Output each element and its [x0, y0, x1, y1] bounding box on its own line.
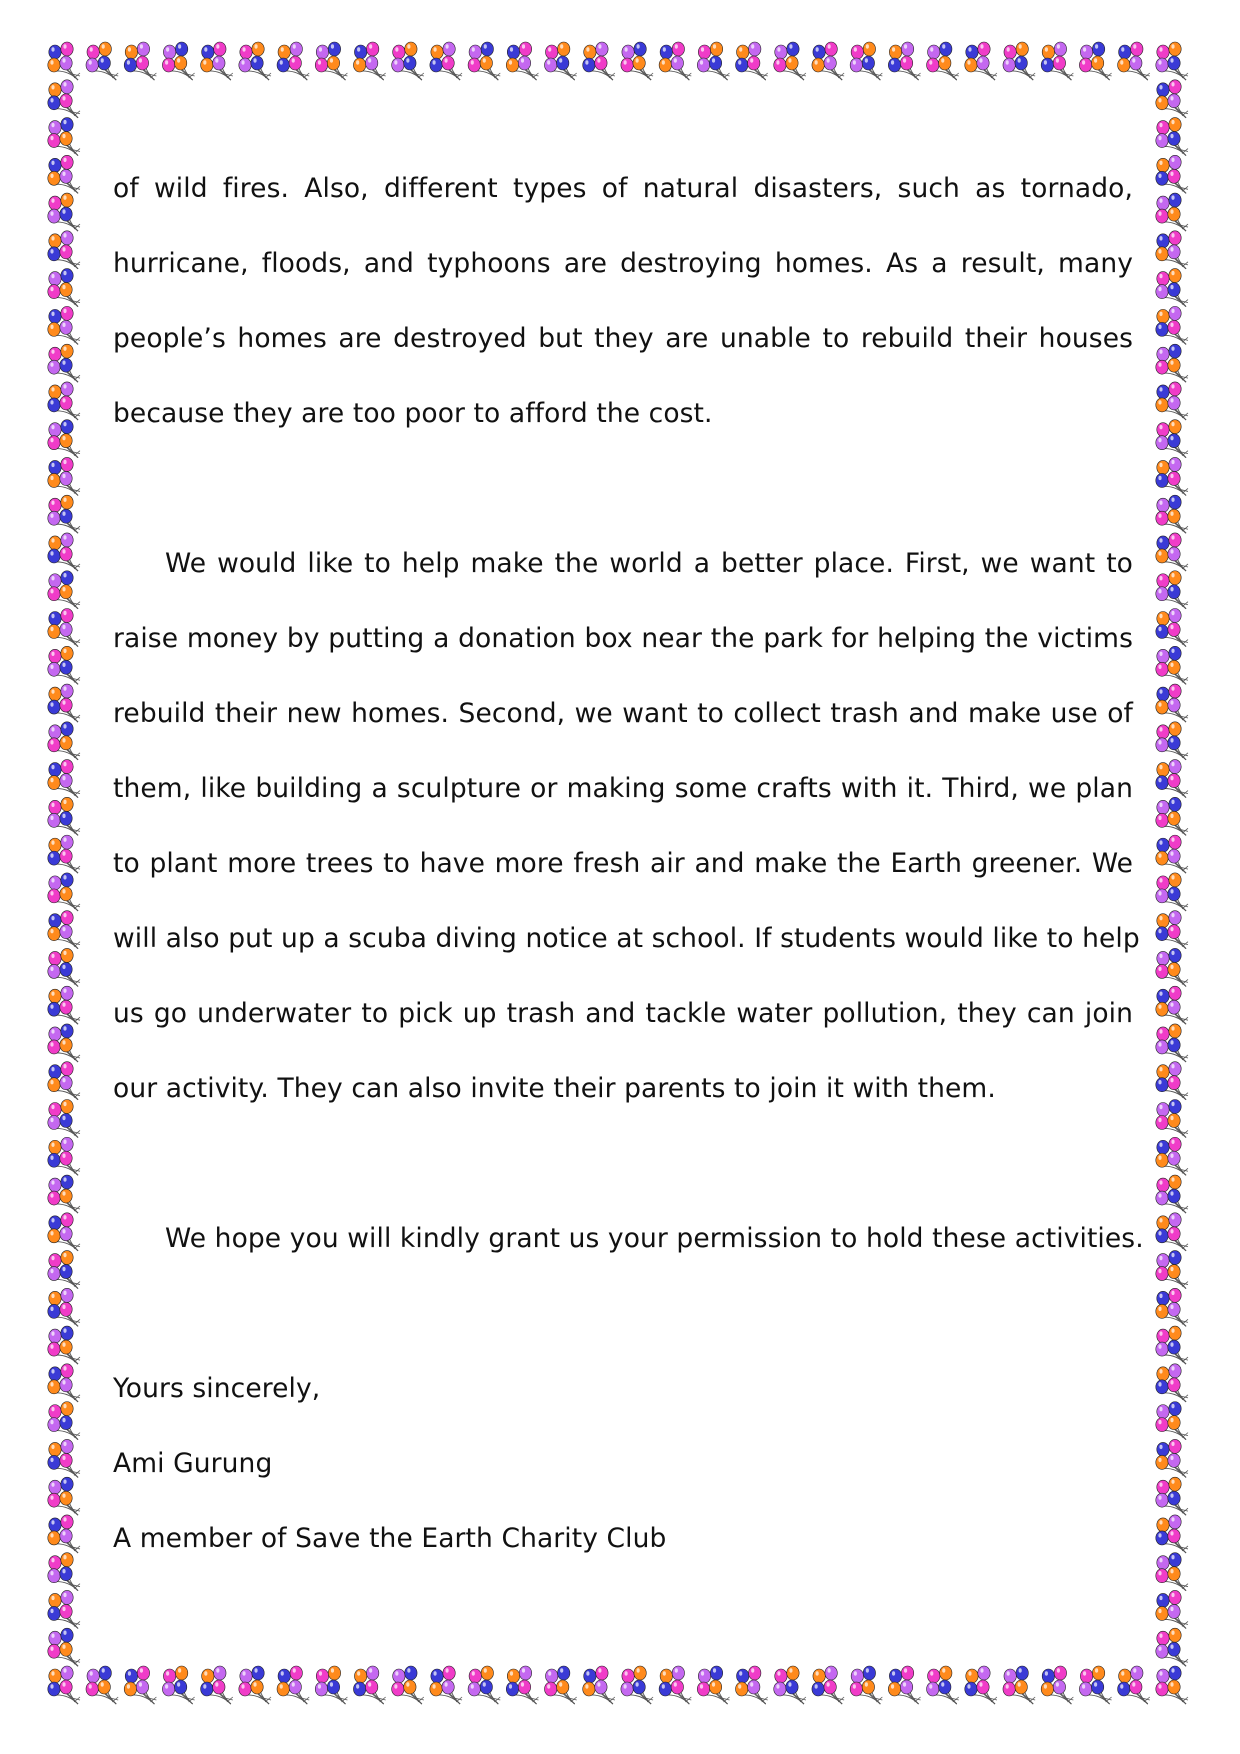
balloon-bunch-icon	[1156, 948, 1188, 986]
balloon-bunch-icon	[1118, 42, 1150, 80]
balloon-bunch-icon	[48, 684, 80, 722]
balloon-bunch-icon	[48, 457, 80, 495]
balloon-bunch-icon	[48, 911, 80, 949]
balloon-bunch-icon	[430, 42, 462, 80]
balloon-bunch-icon	[48, 1099, 80, 1137]
balloon-bunch-icon	[48, 231, 80, 269]
paragraph-2-line: We would like to help make the world a better place. First, we want to	[165, 548, 1133, 579]
balloon-bunch-icon	[1156, 344, 1188, 382]
balloon-bunch-icon	[48, 1175, 80, 1213]
balloon-bunch-icon	[1156, 797, 1188, 835]
balloon-bunch-icon	[1156, 571, 1188, 609]
balloon-bunch-icon	[774, 1666, 806, 1704]
balloon-bunch-icon	[48, 571, 80, 609]
paragraph-3: We hope you will kindly grant us your permission to hold these activities.	[165, 1223, 1144, 1254]
balloon-bunch-icon	[1156, 1024, 1188, 1062]
balloon-bunch-icon	[48, 1439, 80, 1477]
balloon-bunch-icon	[48, 1288, 80, 1326]
paragraph-2-line: will also put up a scuba diving notice at school. If students would like to help	[113, 923, 1140, 954]
balloon-bunch-icon	[353, 42, 385, 80]
balloon-bunch-icon	[48, 155, 80, 193]
balloon-bunch-icon	[1003, 42, 1035, 80]
balloon-bunch-icon	[621, 42, 653, 80]
balloon-bunch-icon	[48, 1477, 80, 1515]
balloon-bunch-icon	[1156, 495, 1188, 533]
balloon-bunch-icon	[1156, 1515, 1188, 1553]
balloon-bunch-icon	[48, 797, 80, 835]
signature-title: A member of Save the Earth Charity Club	[113, 1523, 667, 1554]
balloon-bunch-icon	[277, 1666, 309, 1704]
balloon-bunch-icon	[48, 1666, 80, 1704]
balloon-bunch-icon	[659, 42, 691, 80]
balloon-bunch-icon	[1041, 1666, 1073, 1704]
balloon-bunch-icon	[48, 1553, 80, 1591]
balloon-bunch-icon	[48, 42, 80, 80]
paragraph-2-line: to plant more trees to have more fresh air and make the Earth greener. We	[113, 848, 1133, 879]
balloon-bunch-icon	[1156, 118, 1188, 156]
balloon-bunch-icon	[124, 1666, 156, 1704]
balloon-bunch-icon	[48, 269, 80, 307]
balloon-bunch-icon	[1156, 1402, 1188, 1440]
balloon-bunch-icon	[544, 1666, 576, 1704]
paragraph-2-line: them, like building a sculpture or making some crafts with it. Third, we plan	[113, 773, 1133, 804]
balloon-bunch-icon	[201, 1666, 233, 1704]
balloon-bunch-icon	[48, 835, 80, 873]
balloon-bunch-icon	[1156, 306, 1188, 344]
balloon-bunch-icon	[48, 118, 80, 156]
balloon-bunch-icon	[315, 42, 347, 80]
balloon-bunch-icon	[888, 42, 920, 80]
paragraph-1-line: because they are too poor to afford the cost.	[113, 398, 713, 429]
balloon-bunch-icon	[1156, 1137, 1188, 1175]
paragraph-1-line: of wild fires. Also, different types of natural disasters, such as tornado,	[113, 173, 1133, 204]
balloon-bunch-icon	[48, 609, 80, 647]
balloon-bunch-icon	[239, 1666, 271, 1704]
balloon-bunch-icon	[583, 42, 615, 80]
balloon-bunch-icon	[48, 533, 80, 571]
balloon-bunch-icon	[430, 1666, 462, 1704]
balloon-bunch-icon	[48, 873, 80, 911]
balloon-bunch-icon	[1156, 382, 1188, 420]
balloon-bunch-icon	[1156, 1099, 1188, 1137]
balloon-bunch-icon	[1156, 1666, 1188, 1704]
paragraph-1-line: people’s homes are destroyed but they are unable to rebuild their houses	[113, 323, 1133, 354]
signature-name: Ami Gurung	[113, 1448, 273, 1479]
balloon-bunch-icon	[1156, 760, 1188, 798]
balloon-bunch-icon	[621, 1666, 653, 1704]
balloon-bunch-icon	[48, 344, 80, 382]
balloon-bunch-icon	[583, 1666, 615, 1704]
balloon-bunch-icon	[48, 1251, 80, 1289]
balloon-bunch-icon	[1156, 533, 1188, 571]
balloon-bunch-icon	[48, 986, 80, 1024]
balloon-bunch-icon	[506, 1666, 538, 1704]
balloon-bunch-icon	[1156, 80, 1188, 118]
balloon-bunch-icon	[277, 42, 309, 80]
balloon-bunch-icon	[1156, 42, 1188, 80]
balloon-bunch-icon	[1156, 911, 1188, 949]
balloon-bunch-icon	[48, 760, 80, 798]
balloon-bunch-icon	[48, 1062, 80, 1100]
balloon-bunch-icon	[1156, 1288, 1188, 1326]
balloon-bunch-icon	[1156, 1364, 1188, 1402]
balloon-bunch-icon	[812, 1666, 844, 1704]
balloon-bunch-icon	[468, 1666, 500, 1704]
balloon-bunch-icon	[48, 948, 80, 986]
balloon-bunch-icon	[1156, 420, 1188, 458]
balloon-bunch-icon	[1156, 646, 1188, 684]
balloon-bunch-icon	[1156, 193, 1188, 231]
balloon-bunch-icon	[1156, 986, 1188, 1024]
balloon-bunch-icon	[736, 42, 768, 80]
balloon-bunch-icon	[468, 42, 500, 80]
balloon-bunch-icon	[850, 1666, 882, 1704]
balloon-bunch-icon	[1156, 1553, 1188, 1591]
balloon-bunch-icon	[48, 722, 80, 760]
balloon-bunch-icon	[774, 42, 806, 80]
paragraph-2-line: rebuild their new homes. Second, we want to collect trash and make use of	[113, 698, 1133, 729]
balloon-bunch-icon	[48, 1024, 80, 1062]
balloon-bunch-icon	[1156, 684, 1188, 722]
paragraph-2-line: raise money by putting a donation box near the park for helping the victims	[113, 623, 1133, 654]
balloon-bunch-icon	[659, 1666, 691, 1704]
balloon-bunch-icon	[48, 382, 80, 420]
balloon-bunch-icon	[162, 42, 194, 80]
paragraph-2-line: us go underwater to pick up trash and tackle water pollution, they can join	[113, 998, 1133, 1029]
balloon-bunch-icon	[1156, 457, 1188, 495]
balloon-bunch-icon	[697, 1666, 729, 1704]
balloon-bunch-icon	[1156, 231, 1188, 269]
balloon-bunch-icon	[1156, 722, 1188, 760]
balloon-bunch-icon	[48, 1137, 80, 1175]
balloon-bunch-icon	[48, 1213, 80, 1251]
balloon-bunch-icon	[86, 1666, 118, 1704]
balloon-bunch-icon	[315, 1666, 347, 1704]
balloon-bunch-icon	[1156, 609, 1188, 647]
balloon-bunch-icon	[1156, 1590, 1188, 1628]
balloon-bunch-icon	[162, 1666, 194, 1704]
balloon-bunch-icon	[239, 42, 271, 80]
balloon-bunch-icon	[927, 1666, 959, 1704]
balloon-bunch-icon	[48, 646, 80, 684]
balloon-bunch-icon	[48, 1628, 80, 1666]
balloon-bunch-icon	[1003, 1666, 1035, 1704]
balloon-bunch-icon	[48, 420, 80, 458]
balloon-bunch-icon	[48, 193, 80, 231]
balloon-bunch-icon	[124, 42, 156, 80]
balloon-bunch-icon	[1156, 269, 1188, 307]
balloon-bunch-icon	[1156, 1251, 1188, 1289]
balloon-bunch-icon	[48, 80, 80, 118]
paragraph-2-line: our activity. They can also invite their parents to join it with them.	[113, 1073, 996, 1104]
balloon-bunch-icon	[1156, 835, 1188, 873]
balloon-bunch-icon	[1079, 42, 1111, 80]
balloon-bunch-icon	[1156, 1326, 1188, 1364]
balloon-bunch-icon	[1156, 1477, 1188, 1515]
closing: Yours sincerely,	[113, 1373, 321, 1404]
balloon-bunch-icon	[1156, 1175, 1188, 1213]
balloon-bunch-icon	[1041, 42, 1073, 80]
balloon-bunch-icon	[48, 1515, 80, 1553]
balloon-bunch-icon	[1156, 873, 1188, 911]
balloon-bunch-icon	[1156, 155, 1188, 193]
balloon-bunch-icon	[48, 1402, 80, 1440]
balloon-bunch-icon	[48, 1590, 80, 1628]
balloon-bunch-icon	[736, 1666, 768, 1704]
balloon-bunch-icon	[86, 42, 118, 80]
balloon-bunch-icon	[1118, 1666, 1150, 1704]
balloon-bunch-icon	[48, 306, 80, 344]
balloon-bunch-icon	[1156, 1213, 1188, 1251]
balloon-bunch-icon	[850, 42, 882, 80]
balloon-bunch-icon	[544, 42, 576, 80]
balloon-bunch-icon	[392, 42, 424, 80]
paragraph-1-line: hurricane, floods, and typhoons are destroying homes. As a result, many	[113, 248, 1133, 279]
balloon-bunch-icon	[965, 42, 997, 80]
balloon-bunch-icon	[48, 1326, 80, 1364]
balloon-bunch-icon	[392, 1666, 424, 1704]
balloon-bunch-icon	[927, 42, 959, 80]
balloon-bunch-icon	[1156, 1062, 1188, 1100]
balloon-bunch-icon	[1156, 1439, 1188, 1477]
balloon-bunch-icon	[353, 1666, 385, 1704]
balloon-bunch-icon	[888, 1666, 920, 1704]
balloon-bunch-icon	[965, 1666, 997, 1704]
balloon-bunch-icon	[1156, 1628, 1188, 1666]
balloon-bunch-icon	[201, 42, 233, 80]
balloon-bunch-icon	[697, 42, 729, 80]
balloon-bunch-icon	[1079, 1666, 1111, 1704]
balloon-bunch-icon	[812, 42, 844, 80]
balloon-bunch-icon	[506, 42, 538, 80]
balloon-bunch-icon	[48, 1364, 80, 1402]
balloon-bunch-icon	[48, 495, 80, 533]
